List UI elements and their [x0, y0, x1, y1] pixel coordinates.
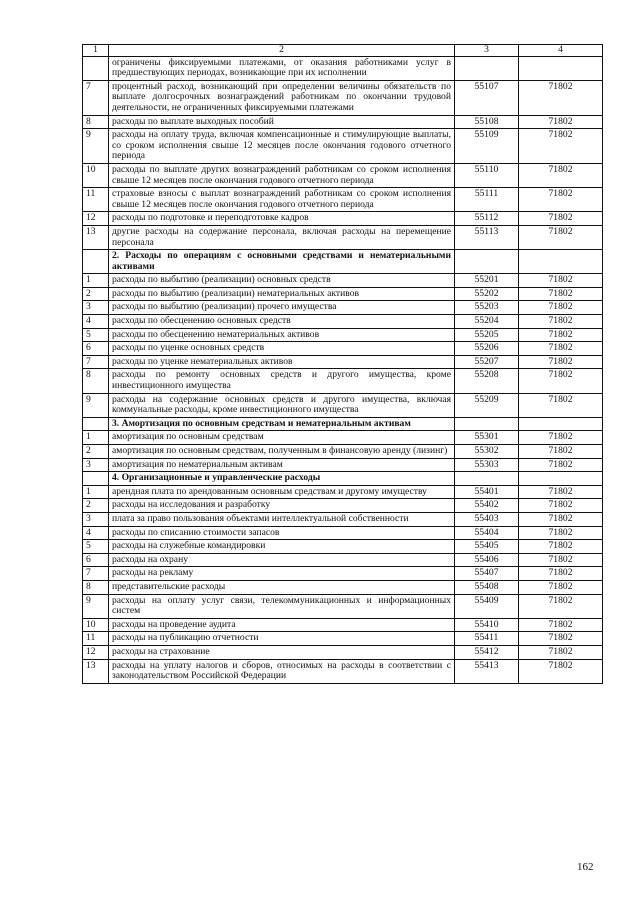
row-description: расходы на рекламу: [109, 567, 455, 581]
table-row: [83, 431, 603, 445]
table-header-row: [83, 45, 603, 57]
row-description: арендная плата по арендованным основным средствам и другому имуществу: [109, 485, 455, 499]
row-account: 71802: [519, 512, 603, 526]
row-description: амортизация по нематериальным активам: [109, 458, 455, 472]
row-account: 71802: [519, 225, 603, 249]
table-row: [83, 540, 603, 554]
row-account: 71802: [519, 618, 603, 632]
row-account: 71802: [519, 315, 603, 329]
row-account: 71802: [519, 594, 603, 618]
row-code: 55403: [455, 512, 519, 526]
row-account: 71802: [519, 80, 603, 115]
row-description: расходы по уценке основных средств: [109, 342, 455, 356]
table-row: [83, 485, 603, 499]
table-row: [83, 659, 603, 683]
row-code: 55404: [455, 526, 519, 540]
table-row: [83, 80, 603, 115]
table-row: [83, 618, 603, 632]
row-code: 55412: [455, 645, 519, 659]
table-row: [83, 56, 603, 80]
row-description: расходы по выбытию (реализации) основных средств: [109, 274, 455, 288]
row-number: 7: [83, 567, 109, 581]
row-description: расходы по выплате выходных пособий: [109, 115, 455, 129]
row-account: 71802: [519, 328, 603, 342]
table-row: [83, 355, 603, 369]
row-description: 3. Амортизация по основным средствам и нематериальным активам: [109, 417, 455, 431]
row-description: расходы по подготовке и переподготовке кадров: [109, 212, 455, 226]
row-account: 71802: [519, 355, 603, 369]
row-account: 71802: [519, 129, 603, 164]
row-description: расходы на содержание основных средств и другого имущества, включая коммунальные расходы, кроме инвестиционного имущества: [109, 393, 455, 417]
row-description: амортизация по основным средствам, полученным в финансовую аренду (лизинг): [109, 445, 455, 459]
table-row: [83, 580, 603, 594]
row-number: 6: [83, 342, 109, 356]
section-row: [83, 417, 603, 431]
row-code: 55411: [455, 632, 519, 646]
row-number: [83, 56, 109, 80]
page-number: 162: [577, 861, 594, 873]
row-description: расходы на охрану: [109, 553, 455, 567]
row-account: 71802: [519, 499, 603, 513]
row-code: 55206: [455, 342, 519, 356]
row-code: 55201: [455, 274, 519, 288]
row-description: плата за право пользования объектами интеллектуальной собственности: [109, 512, 455, 526]
row-account: 71802: [519, 645, 603, 659]
row-number: 6: [83, 553, 109, 567]
row-number: 9: [83, 393, 109, 417]
row-number: 12: [83, 645, 109, 659]
row-number: 9: [83, 129, 109, 164]
table-row: [83, 342, 603, 356]
column-header-code: 3: [455, 45, 519, 57]
row-account: 71802: [519, 567, 603, 581]
row-description: ограничены фиксируемыми платежами, от оказания работниками услуг в предшествующих периодах, возникающие при их исполнении: [109, 56, 455, 80]
row-number: [83, 417, 109, 431]
row-code: 55301: [455, 431, 519, 445]
row-code: 55406: [455, 553, 519, 567]
table-row: [83, 369, 603, 393]
row-code: 55413: [455, 659, 519, 683]
row-description: расходы на служебные командировки: [109, 540, 455, 554]
row-code: 55407: [455, 567, 519, 581]
row-account: 71802: [519, 163, 603, 187]
row-code: 55302: [455, 445, 519, 459]
row-description: представительские расходы: [109, 580, 455, 594]
row-description: расходы по списанию стоимости запасов: [109, 526, 455, 540]
row-code: 55113: [455, 225, 519, 249]
row-description: расходы по уценке нематериальных активов: [109, 355, 455, 369]
row-description: расходы на исследования и разработку: [109, 499, 455, 513]
row-number: 11: [83, 188, 109, 212]
row-code: 55204: [455, 315, 519, 329]
column-header-number: 1: [83, 45, 109, 57]
row-code: [455, 56, 519, 80]
table-row: [83, 287, 603, 301]
row-description: расходы по обесценению нематериальных активов: [109, 328, 455, 342]
table-row: [83, 188, 603, 212]
row-number: 2: [83, 287, 109, 301]
row-account: [519, 472, 603, 486]
table-row: [83, 458, 603, 472]
table-row: [83, 225, 603, 249]
row-account: 71802: [519, 458, 603, 472]
table-row: [83, 512, 603, 526]
row-number: 1: [83, 431, 109, 445]
accounts-table: [82, 44, 603, 684]
row-number: 3: [83, 458, 109, 472]
row-code: 55402: [455, 499, 519, 513]
row-account: 71802: [519, 485, 603, 499]
row-number: 13: [83, 225, 109, 249]
row-account: 71802: [519, 553, 603, 567]
row-description: амортизация по основным средствам: [109, 431, 455, 445]
row-number: [83, 472, 109, 486]
table-row: [83, 594, 603, 618]
row-account: [519, 250, 603, 274]
table-row: [83, 115, 603, 129]
table-row: [83, 301, 603, 315]
row-account: 71802: [519, 369, 603, 393]
row-code: 55205: [455, 328, 519, 342]
row-code: 55408: [455, 580, 519, 594]
table-row: [83, 129, 603, 164]
row-account: [519, 56, 603, 80]
row-description: расходы на уплату налогов и сборов, относимых на расходы в соответствии с законодательством Российской Федерации: [109, 659, 455, 683]
row-number: 2: [83, 499, 109, 513]
row-code: 55401: [455, 485, 519, 499]
row-account: 71802: [519, 212, 603, 226]
row-number: 12: [83, 212, 109, 226]
row-code: 55209: [455, 393, 519, 417]
row-number: 4: [83, 315, 109, 329]
row-number: 1: [83, 485, 109, 499]
row-description: расходы на проведение аудита: [109, 618, 455, 632]
table-body: [83, 56, 603, 683]
row-description: расходы на страхование: [109, 645, 455, 659]
row-description: расходы по выплате других вознаграждений работникам со сроком исполнения свыше 12 месяцев после окончания годового отчетного периода: [109, 163, 455, 187]
section-row: [83, 250, 603, 274]
row-number: 5: [83, 328, 109, 342]
row-number: 7: [83, 355, 109, 369]
row-description: 2. Расходы по операциям с основными средствами и нематериальными активами: [109, 250, 455, 274]
column-header-account: 4: [519, 45, 603, 57]
row-number: 8: [83, 369, 109, 393]
row-description: расходы на публикацию отчетности: [109, 632, 455, 646]
row-description: расходы по обесценению основных средств: [109, 315, 455, 329]
row-code: 55111: [455, 188, 519, 212]
column-header-description: 2: [109, 45, 455, 57]
row-description: другие расходы на содержание персонала, включая расходы на перемещение персонала: [109, 225, 455, 249]
row-account: 71802: [519, 632, 603, 646]
row-account: 71802: [519, 274, 603, 288]
row-code: 55208: [455, 369, 519, 393]
row-code: 55409: [455, 594, 519, 618]
row-account: 71802: [519, 393, 603, 417]
row-code: 55410: [455, 618, 519, 632]
row-account: [519, 417, 603, 431]
table-row: [83, 632, 603, 646]
row-description: расходы по выбытию (реализации) нематериальных активов: [109, 287, 455, 301]
row-code: 55303: [455, 458, 519, 472]
row-account: 71802: [519, 540, 603, 554]
row-description: 4. Организационные и управленческие расходы: [109, 472, 455, 486]
row-account: 71802: [519, 301, 603, 315]
row-description: расходы на оплату труда, включая компенсационные и стимулирующие выплаты, со сроком исполнения свыше 12 месяцев после окончания годового отчетного периода: [109, 129, 455, 164]
row-number: 3: [83, 301, 109, 315]
table-row: [83, 393, 603, 417]
row-number: 10: [83, 163, 109, 187]
row-code: 55110: [455, 163, 519, 187]
row-code: [455, 250, 519, 274]
row-number: 4: [83, 526, 109, 540]
row-code: 55203: [455, 301, 519, 315]
table-row: [83, 163, 603, 187]
table-row: [83, 499, 603, 513]
row-code: 55207: [455, 355, 519, 369]
row-code: 55108: [455, 115, 519, 129]
row-account: 71802: [519, 115, 603, 129]
row-number: 13: [83, 659, 109, 683]
row-number: 7: [83, 80, 109, 115]
row-number: 8: [83, 580, 109, 594]
row-number: 9: [83, 594, 109, 618]
row-account: 71802: [519, 659, 603, 683]
row-number: 2: [83, 445, 109, 459]
section-row: [83, 472, 603, 486]
row-number: 11: [83, 632, 109, 646]
row-number: 1: [83, 274, 109, 288]
row-account: 71802: [519, 445, 603, 459]
row-code: 55107: [455, 80, 519, 115]
row-code: 55202: [455, 287, 519, 301]
table-row: [83, 526, 603, 540]
table-row: [83, 274, 603, 288]
row-account: 71802: [519, 188, 603, 212]
table-row: [83, 212, 603, 226]
table-row: [83, 567, 603, 581]
row-number: [83, 250, 109, 274]
row-code: [455, 417, 519, 431]
row-number: 8: [83, 115, 109, 129]
table-row: [83, 315, 603, 329]
row-code: [455, 472, 519, 486]
row-account: 71802: [519, 431, 603, 445]
row-number: 5: [83, 540, 109, 554]
row-code: 55112: [455, 212, 519, 226]
row-description: расходы на оплату услуг связи, телекоммуникационных и информационных систем: [109, 594, 455, 618]
row-description: страховые взносы с выплат вознаграждений работникам со сроком исполнения свыше 12 месяцев после окончания годового отчетного периода: [109, 188, 455, 212]
row-account: 71802: [519, 342, 603, 356]
table-row: [83, 553, 603, 567]
row-description: процентный расход, возникающий при определении величины обязательств по выплате долгосрочных вознаграждений работникам по окончании трудовой деятельности, не ограниченных фиксируемыми платежами: [109, 80, 455, 115]
table-row: [83, 645, 603, 659]
row-description: расходы по выбытию (реализации) прочего имущества: [109, 301, 455, 315]
row-code: 55405: [455, 540, 519, 554]
row-description: расходы по ремонту основных средств и другого имущества, кроме инвестиционного имущества: [109, 369, 455, 393]
row-account: 71802: [519, 580, 603, 594]
table-row: [83, 328, 603, 342]
row-account: 71802: [519, 526, 603, 540]
row-number: 3: [83, 512, 109, 526]
row-account: 71802: [519, 287, 603, 301]
table-row: [83, 445, 603, 459]
row-number: 10: [83, 618, 109, 632]
row-code: 55109: [455, 129, 519, 164]
